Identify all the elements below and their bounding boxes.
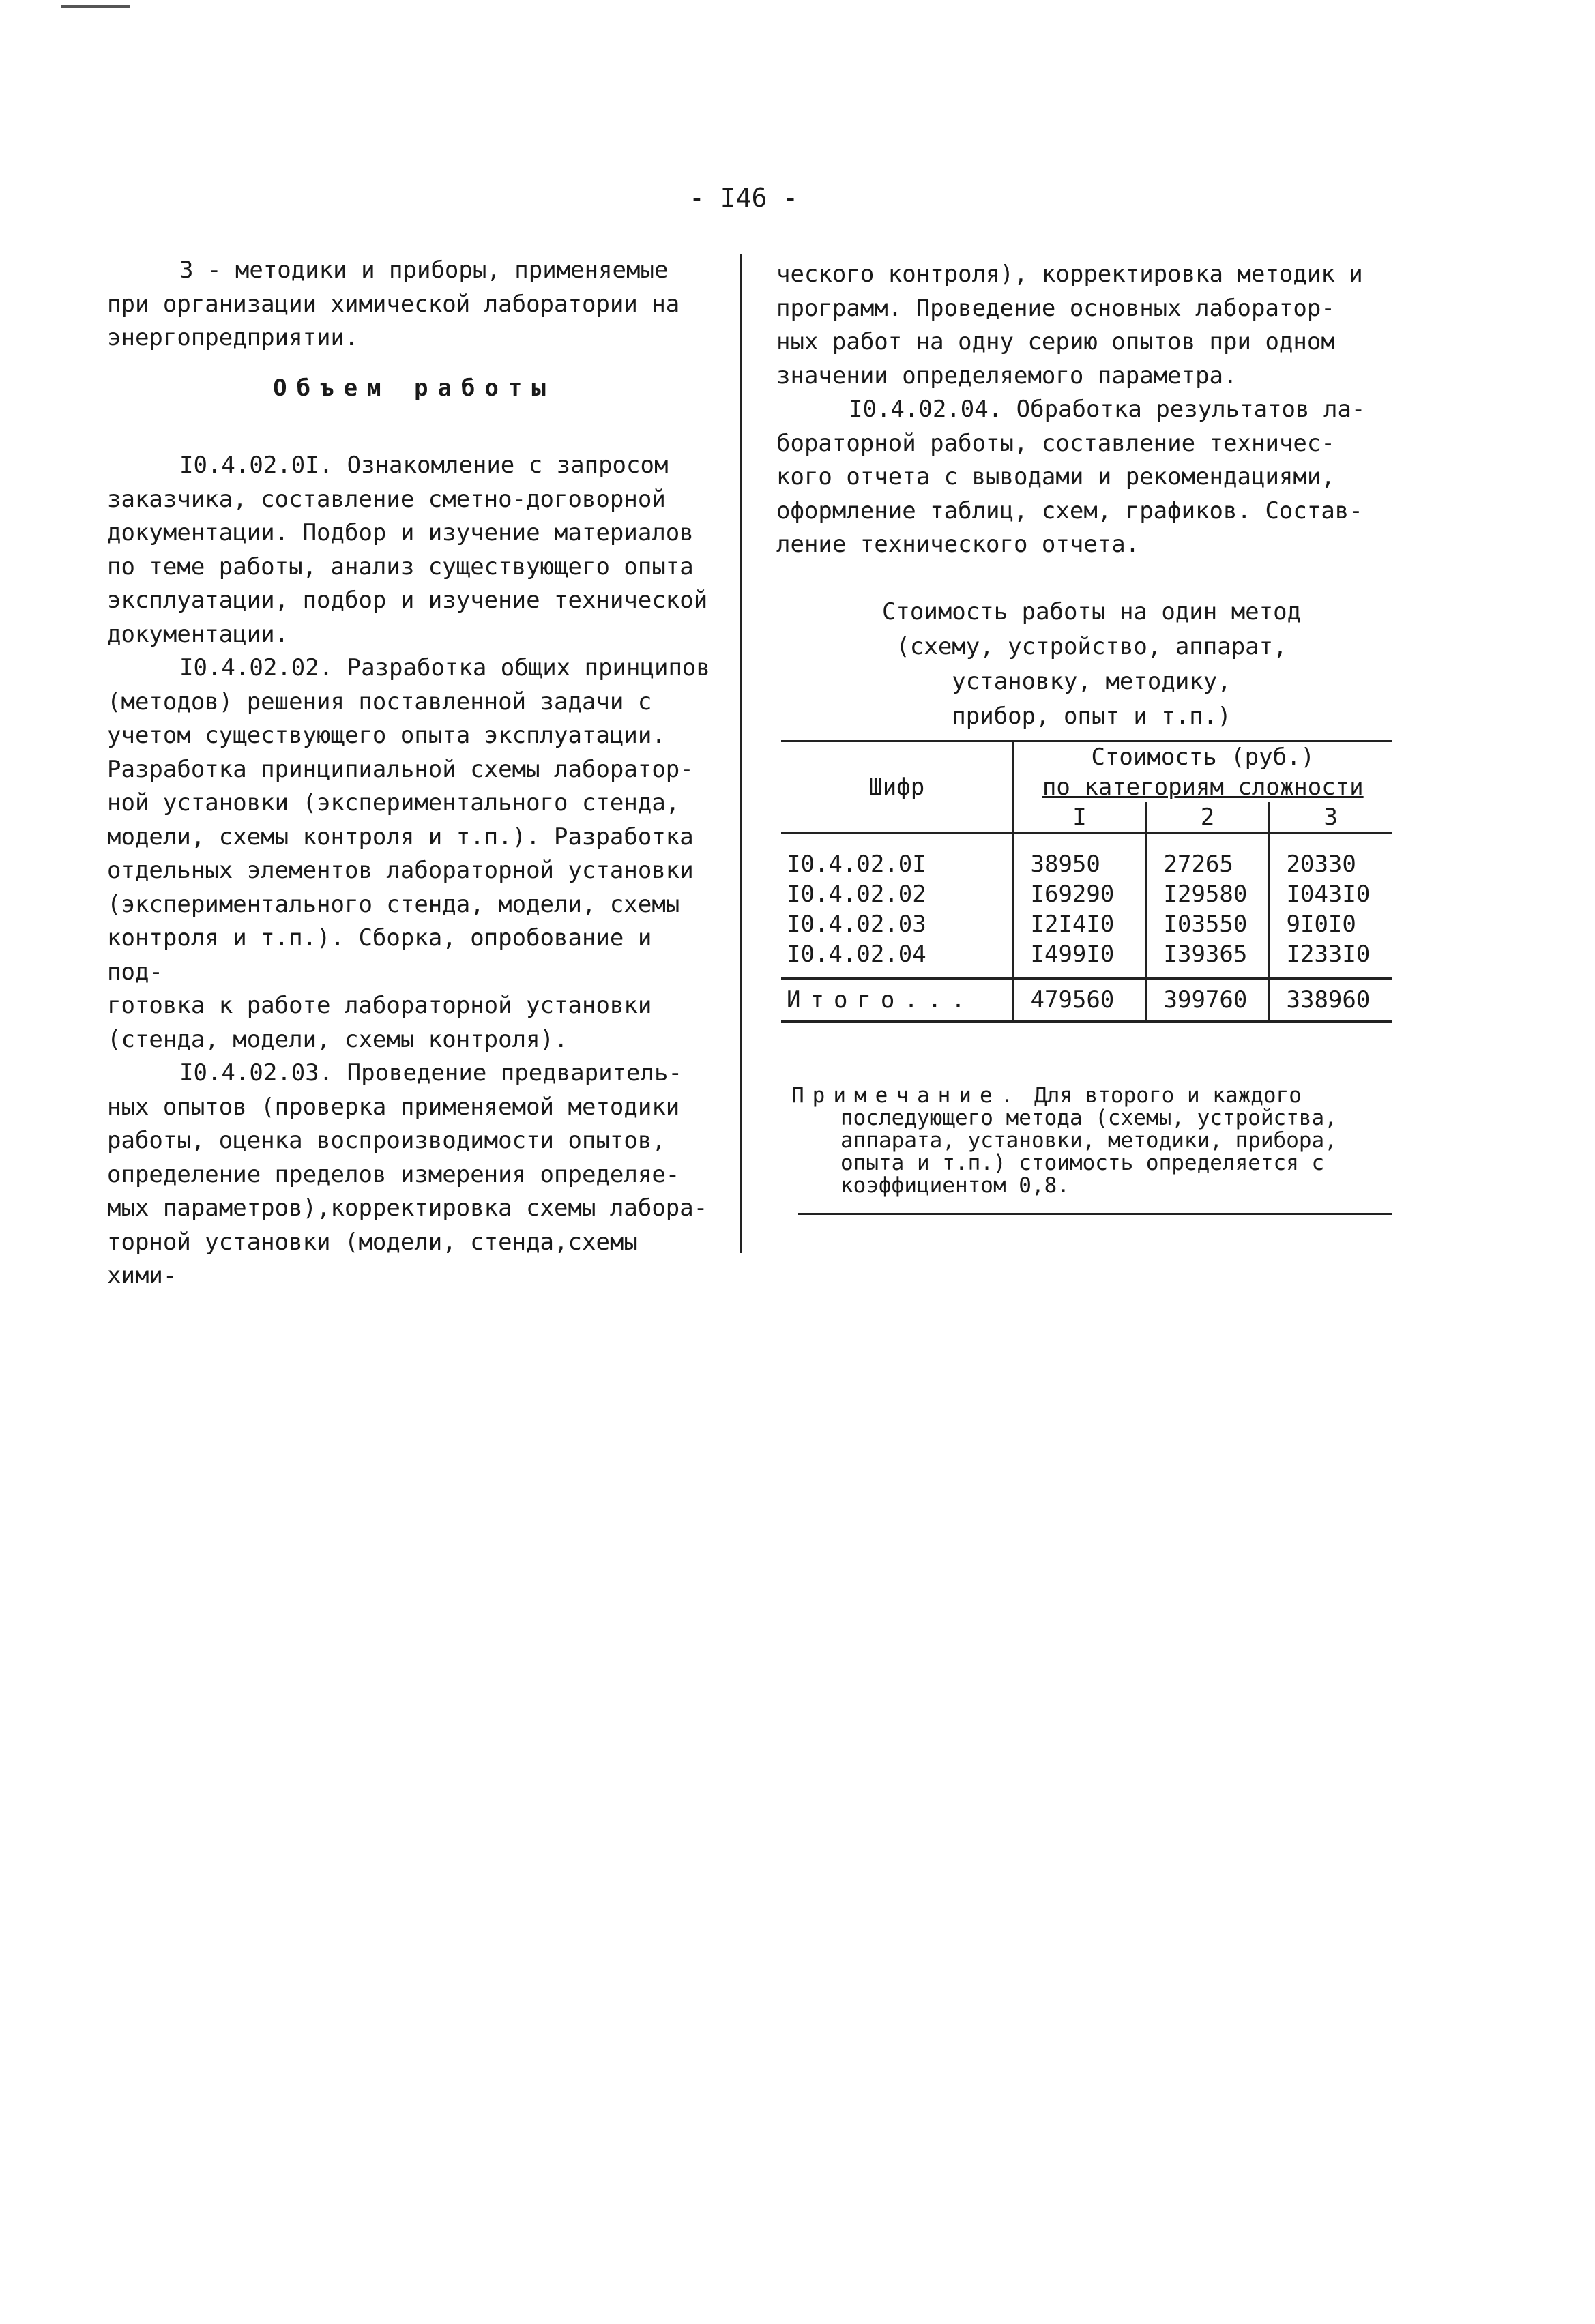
table-row — [781, 879, 1392, 909]
p3-line-3: работы, оценка воспроизводимости опытов, — [107, 1127, 666, 1154]
row-value: I39365 — [1146, 939, 1269, 979]
p3-line-1: I0.4.02.03. Проведение предваритель- — [179, 1059, 682, 1087]
row-value: I2I4I0 — [1013, 909, 1146, 939]
caption-line-3: установку, методику, — [952, 668, 1231, 695]
row-value: 20330 — [1269, 834, 1392, 880]
header-category-1: I — [1013, 802, 1146, 834]
header-cost — [1013, 741, 1392, 803]
table-row — [781, 834, 1392, 880]
caption-line-4: прибор, опыт и т.п.) — [952, 703, 1231, 730]
top-rule — [61, 5, 130, 8]
header-code: Шифр — [781, 741, 1013, 834]
row-value: 27265 — [1146, 834, 1269, 880]
table-caption — [791, 595, 1392, 734]
p3-line-4: определение пределов измерения определяе- — [107, 1160, 680, 1188]
intro-line-2: при организации химической лаборатории на — [107, 290, 680, 318]
p2-line-8: (экспериментального стенда, модели, схемы — [107, 890, 680, 918]
p2-line-1: I0.4.02.02. Разработка общих принципов — [179, 654, 710, 681]
rp2-line-4: оформление таблиц, схем, графиков. Состав- — [776, 497, 1363, 525]
table-note — [791, 1085, 1399, 1197]
p1-line-2: заказчика, составление сметно-договорной — [107, 485, 666, 513]
column-divider — [740, 254, 742, 1253]
row-value: I233I0 — [1269, 939, 1392, 979]
right-column — [776, 258, 1390, 562]
header-cost-line-1: Стоимость (руб.) — [1091, 744, 1315, 771]
note-line-1: Для второго и каждого — [1034, 1083, 1302, 1108]
p3-line-2: ных опытов (проверка применяемой методики — [107, 1093, 680, 1121]
note-rule — [798, 1213, 1392, 1215]
row-value: I03550 — [1146, 909, 1269, 939]
row-code: I0.4.02.0I — [787, 851, 926, 878]
header-category-3: 3 — [1269, 802, 1392, 834]
header-cost-line-2: по категориям сложности — [1042, 774, 1364, 801]
total-value: 338960 — [1269, 979, 1392, 1022]
rp1-line-3: ных работ на одну серию опытов при одном — [776, 328, 1335, 355]
note-line-2: последующего метода (схемы, устройства, — [840, 1106, 1337, 1130]
row-value: I043I0 — [1269, 879, 1392, 909]
p1-line-3: документации. Подбор и изучение материалов — [107, 519, 694, 546]
total-value: 399760 — [1146, 979, 1269, 1022]
table-row — [781, 909, 1392, 939]
note-label: Примечание. — [791, 1083, 1022, 1108]
row-value: I69290 — [1013, 879, 1146, 909]
p2-line-2: (методов) решения поставленной задачи с — [107, 688, 652, 716]
rp2-line-1: I0.4.02.04. Обработка результатов ла- — [849, 396, 1366, 423]
p1-line-6: документации. — [107, 620, 289, 648]
note-line-4: опыта и т.п.) стоимость определяется с — [840, 1151, 1325, 1175]
rp2-line-5: ление технического отчета. — [776, 531, 1140, 558]
p3-line-6: торной установки (модели, стенда,схемы хими- — [107, 1228, 638, 1289]
intro-line-1: 3 - методики и приборы, применяемые — [179, 256, 669, 284]
cost-table — [781, 740, 1392, 1023]
note-line-5: коэффициентом 0,8. — [840, 1173, 1070, 1198]
page-number: - I46 - — [689, 183, 799, 213]
header-category-2: 2 — [1146, 802, 1269, 834]
p1-line-5: эксплуатации, подбор и изучение технической — [107, 587, 708, 614]
section-heading: Объем работы — [273, 374, 555, 402]
row-value: I29580 — [1146, 879, 1269, 909]
p2-line-3: учетом существующего опыта эксплуатации. — [107, 722, 666, 749]
row-code: I0.4.02.04 — [787, 941, 926, 968]
intro-line-3: энергопредприятии. — [107, 324, 359, 351]
table-row — [781, 939, 1392, 979]
p2-line-6: модели, схемы контроля и т.п.). Разработка — [107, 823, 694, 851]
caption-line-1: Стоимость работы на один метод — [881, 598, 1302, 626]
p2-line-10: готовка к работе лабораторной установки — [107, 992, 652, 1019]
row-value: 9I0I0 — [1269, 909, 1392, 939]
total-label: Итого... — [787, 986, 975, 1014]
rp1-line-4: значении определяемого параметра. — [776, 362, 1238, 389]
rp2-line-2: бораторной работы, составление техничес- — [776, 429, 1335, 457]
caption-line-2: (схему, устройство, аппарат, — [896, 633, 1287, 660]
p2-line-5: ной установки (экспериментального стенда, — [107, 789, 680, 817]
row-value: I499I0 — [1013, 939, 1146, 979]
row-value: 38950 — [1013, 834, 1146, 880]
p3-line-5: мых параметров),корректировка схемы лабора- — [107, 1194, 708, 1222]
rp2-line-3: кого отчета с выводами и рекомендациями, — [776, 463, 1335, 490]
rp1-line-1: ческого контроля), корректировка методик и — [776, 261, 1363, 288]
p1-line-1: I0.4.02.0I. Ознакомление с запросом — [179, 452, 669, 479]
p2-line-4: Разработка принципиальной схемы лаборатор- — [107, 755, 694, 783]
row-code: I0.4.02.02 — [787, 881, 926, 908]
total-row — [781, 979, 1392, 1022]
p2-line-11: (стенда, модели, схемы контроля). — [107, 1025, 568, 1053]
p1-line-4: по теме работы, анализ существующего опыта — [107, 553, 694, 580]
rp1-line-2: программ. Проведение основных лаборатор- — [776, 294, 1335, 322]
row-code: I0.4.02.03 — [787, 911, 926, 938]
total-value: 479560 — [1013, 979, 1146, 1022]
left-column — [107, 254, 721, 1293]
note-line-3: аппарата, установки, методики, прибора, — [840, 1128, 1337, 1153]
p2-line-9: контроля и т.п.). Сборка, опробование и под- — [107, 924, 652, 986]
p2-line-7: отдельных элементов лабораторной установки — [107, 857, 694, 884]
